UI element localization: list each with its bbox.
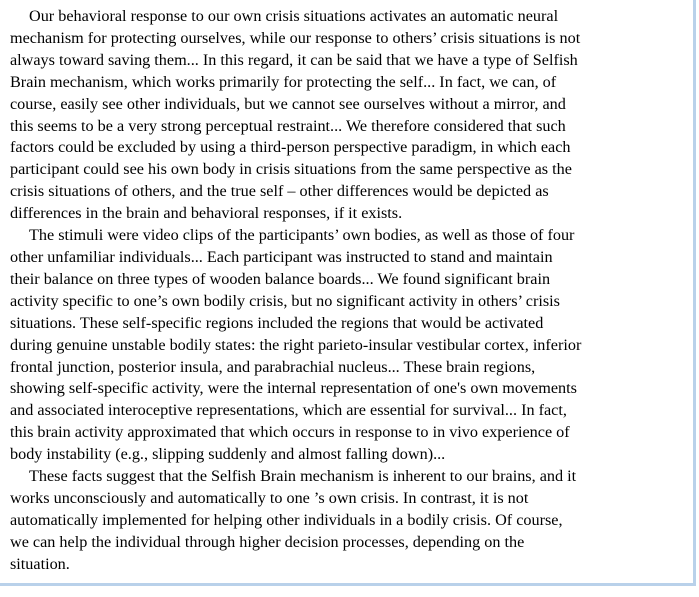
paragraph-3 xyxy=(10,466,692,576)
text-line: Our behavioral response to our own crisis situations activates an automatic neural xyxy=(29,7,559,25)
text-line: frontal junction, posterior insula, and parabrachial nucleus... These brain regions, xyxy=(10,357,536,376)
text-line: always toward saving them... In this regard, it can be said that we have a type of Selfish xyxy=(10,50,578,69)
text-line: this seems to be a very strong perceptual restraint... We therefore considered that such xyxy=(10,116,566,135)
text-line: These facts suggest that the Selfish Brain mechanism is inherent to our brains, and it xyxy=(29,467,577,486)
text-line: works unconsciously and automatically to one ’s own crisis. In contrast, it is not xyxy=(10,488,529,507)
text-line: course, easily see other individuals, but we cannot see ourselves without a mirror, and xyxy=(10,94,566,113)
text-line: body instability (e.g., slipping suddenly and almost falling down)... xyxy=(10,445,446,464)
text-line: their balance on three types of wooden balance boards... We found significant brain xyxy=(10,269,551,288)
text-line: crisis situations of others, and the true self – other differences would be depicted as xyxy=(10,182,549,201)
text-line: showing self-specific activity, were the internal representation of one's own movements xyxy=(10,379,577,398)
text-line: and associated interoceptive representations, which are essential for survival... In fact, xyxy=(10,401,567,420)
text-line: differences in the brain and behavioral responses, if it exists. xyxy=(10,204,403,223)
text-line: activity specific to one’s own bodily crisis, but no significant activity in others’ crisis xyxy=(10,291,560,310)
text-line: The stimuli were video clips of the participants’ own bodies, as well as those of four xyxy=(29,226,575,245)
text-line: Brain mechanism, which works primarily for protecting the self... In fact, we can, of xyxy=(10,72,557,91)
text-line: during genuine unstable bodily states: the right parieto-insular vestibular cortex, inferior xyxy=(10,335,582,354)
text-line: situations. These self-specific regions included the regions that would be activated xyxy=(10,313,544,332)
text-line: situation. xyxy=(10,554,70,573)
text-line: mechanism for protecting ourselves, while our response to others’ crisis situations is not xyxy=(10,28,581,47)
text-line: other unfamiliar individuals... Each participant was instructed to stand and maintain xyxy=(10,247,553,266)
text-line: this brain activity approximated that which occurs in response to in vivo experience of xyxy=(10,423,570,442)
paragraph-1 xyxy=(10,6,692,225)
text-line: we can help the individual through higher decision processes, depending on the xyxy=(10,532,525,551)
text-line: participant could see his own body in crisis situations from the same perspective as the xyxy=(10,160,572,179)
document-text xyxy=(10,6,692,576)
paragraph-2 xyxy=(10,225,692,466)
text-line: automatically implemented for helping other individuals in a bodily crisis. Of course, xyxy=(10,510,563,529)
text-line: factors could be excluded by using a third-person perspective paradigm, in which each xyxy=(10,138,571,157)
